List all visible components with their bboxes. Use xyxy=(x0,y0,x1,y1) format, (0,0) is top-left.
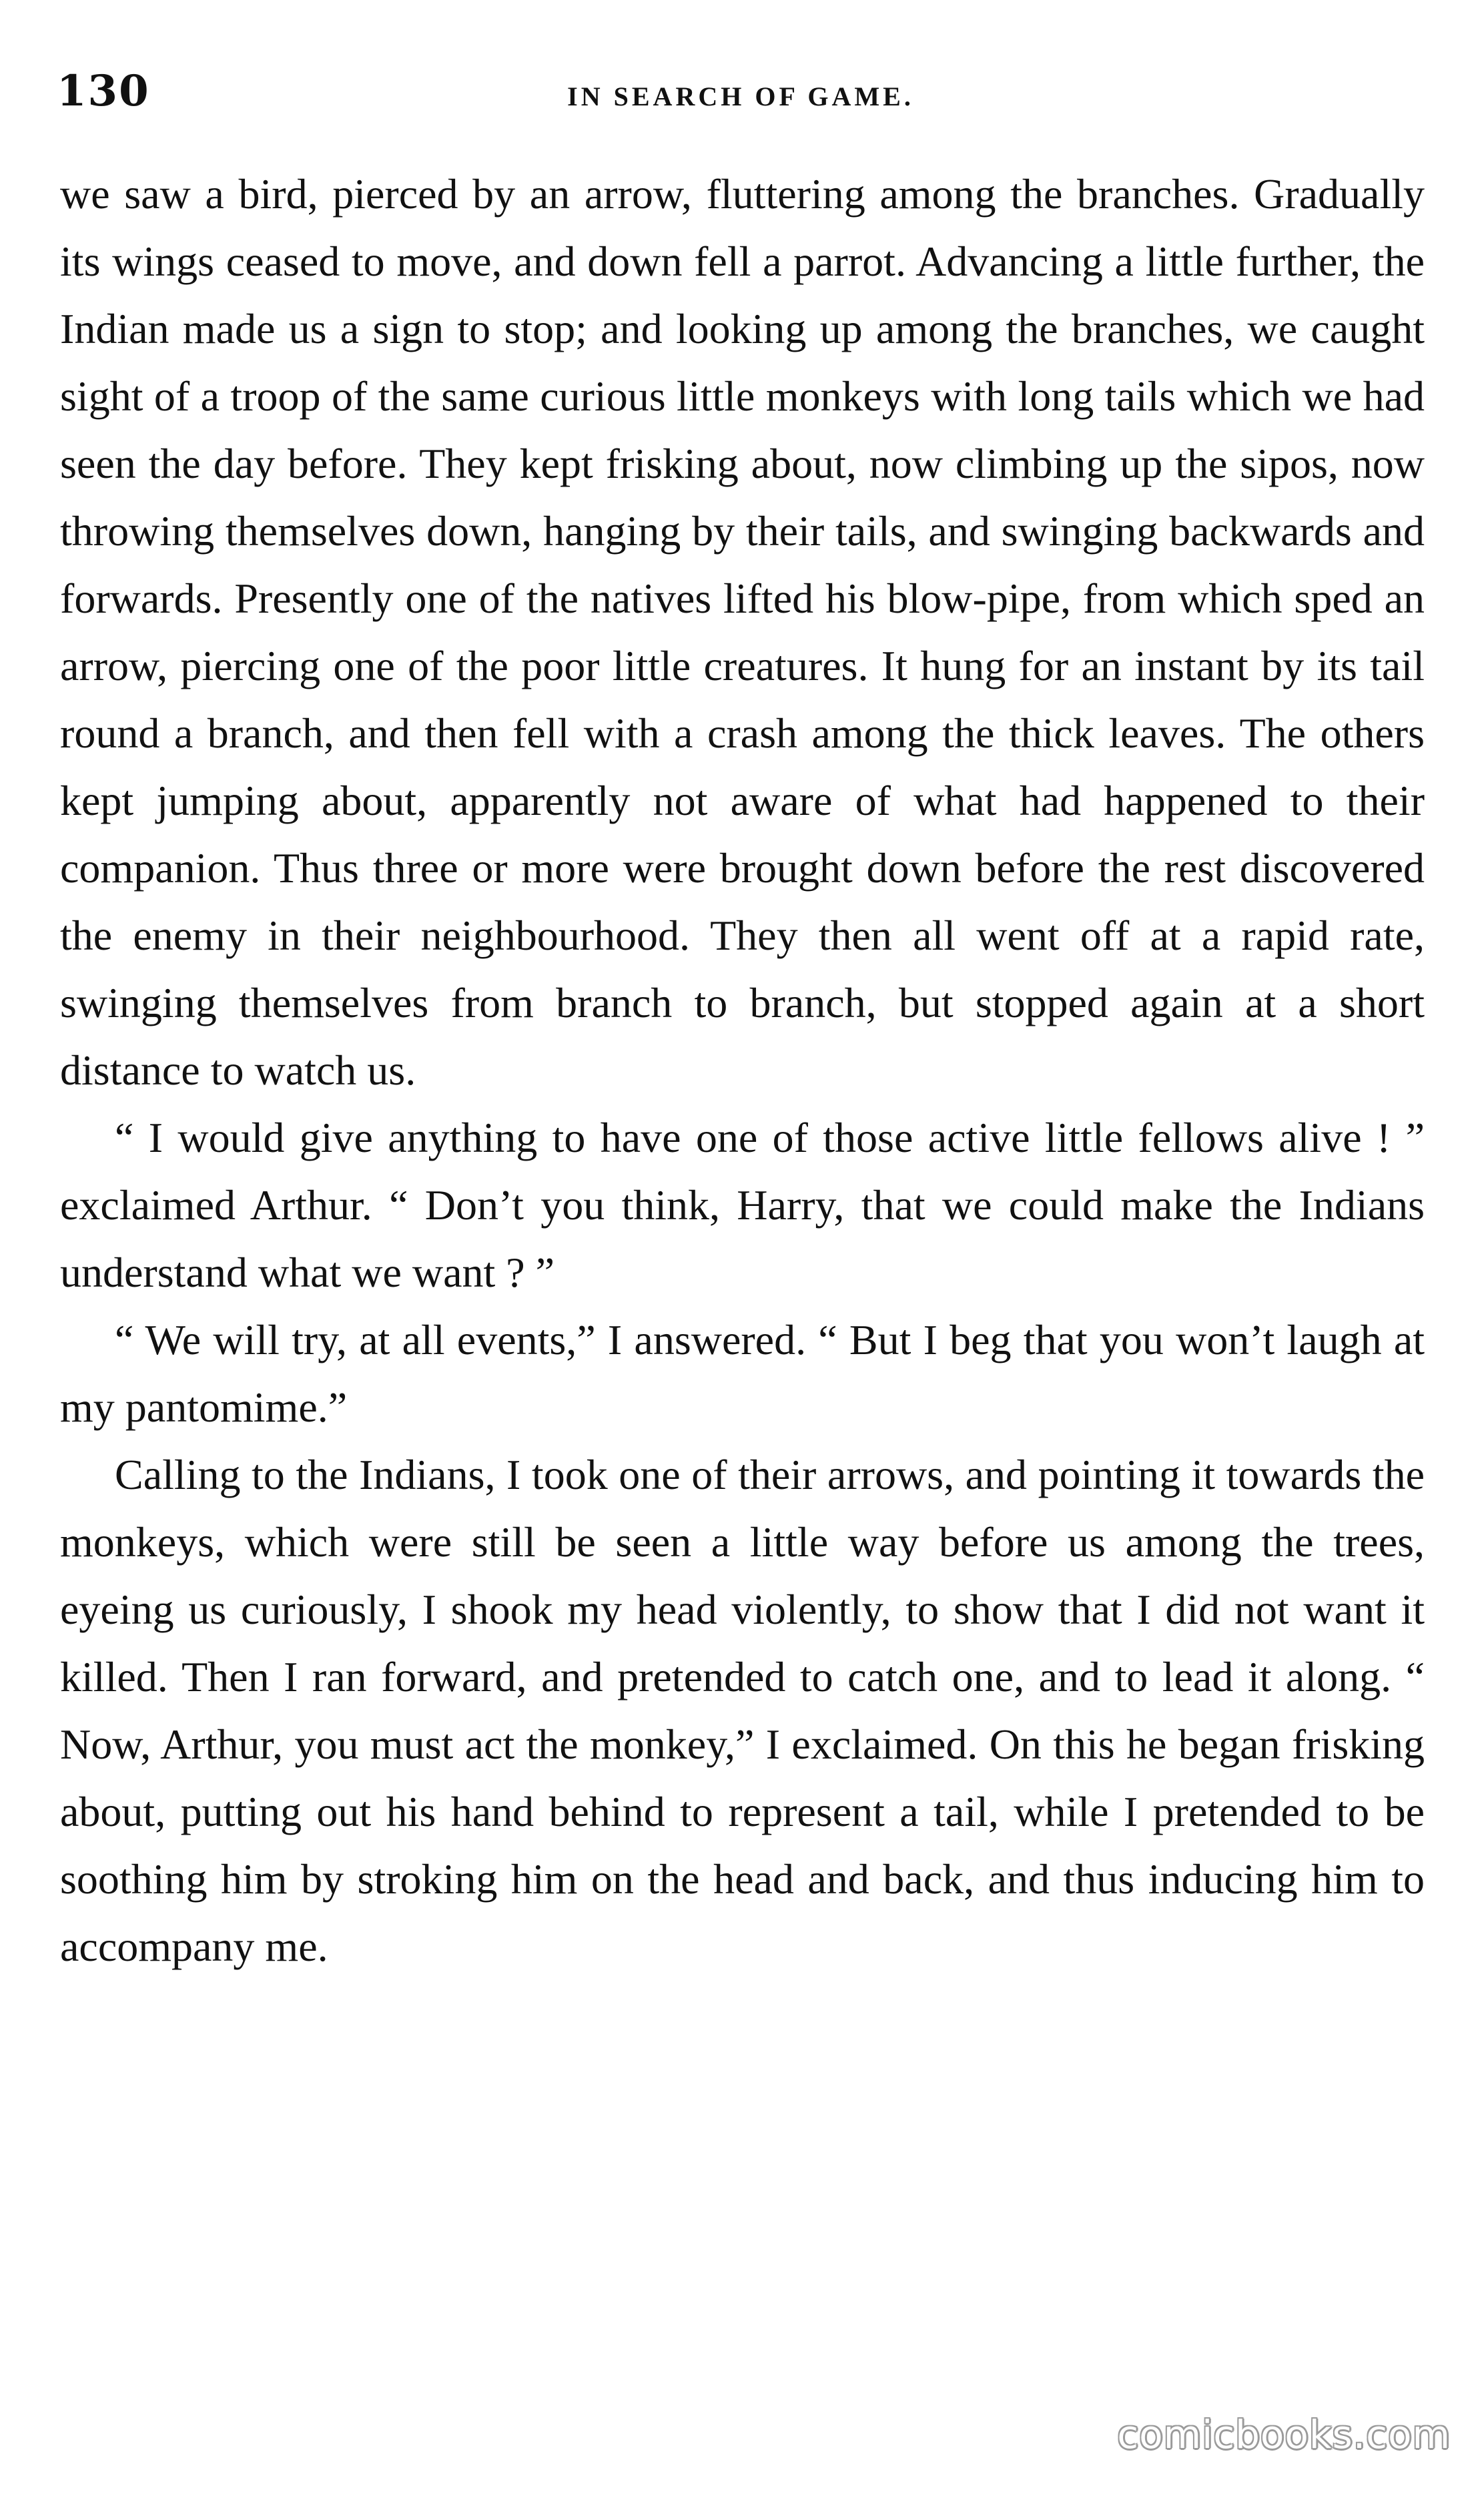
paragraph-continued: we saw a bird, pierced by an arrow, fluttering among the branches. Gradually its wings ceased to move, and down fell a parrot. Advancing a little further, the Indian made us a sign to stop; and looking up among the branches, we caught sight of a troop of the same curious little monkeys with long tails which we had seen the day before. They kept frisking about, now climbing up the sipos, now throwing themselves down, hanging by their tails, and swinging backwards and forwards. Presently one of the natives lifted his blow-pipe, from which sped an arrow, piercing one of the poor little creatures. It hung for an instant by its tail round a branch, and then fell with a crash among the thick leaves. The others kept jumping about, apparently not aware of what had happened to their companion. Thus three or more were brought down before the rest discovered the enemy in their neighbourhood. They then all went off at a rapid rate, swinging themselves from branch to branch, but stopped again at a short distance to watch us. xyxy=(60,170,1425,1094)
page-header xyxy=(57,61,1425,121)
paragraph-pantomime: Calling to the Indians, I took one of their arrows, and pointing it towards the monkeys, which were still be seen a little way before us among the trees, eyeing us curiously, I shook my head violently, to show that I did not want it killed. Then I ran forward, and pretended to catch one, and to lead it along. “ Now, Arthur, you must act the monkey,” I exclaimed. On this he began frisking about, putting out his hand behind to represent a tail, while I pretended to be soothing him by stroking him on the head and back, and thus inducing him to accompany me. xyxy=(60,1451,1425,1970)
paragraph-dialogue-arthur: “ I would give anything to have one of those active little fellows alive ! ” exclaimed Arthur. “ Don’t you think, Harry, that we could make the Indians understand what we want ? ” xyxy=(60,1114,1425,1296)
running-head: IN SEARCH OF GAME. xyxy=(567,81,914,111)
page-number: 130 xyxy=(57,66,150,116)
watermark: comicbooks.com xyxy=(1117,2412,1451,2457)
body-text xyxy=(60,160,1425,1980)
paragraph-dialogue-harry: “ We will try, at all events,” I answered. “ But I beg that you won’t laugh at my pantomime.” xyxy=(60,1316,1425,1431)
